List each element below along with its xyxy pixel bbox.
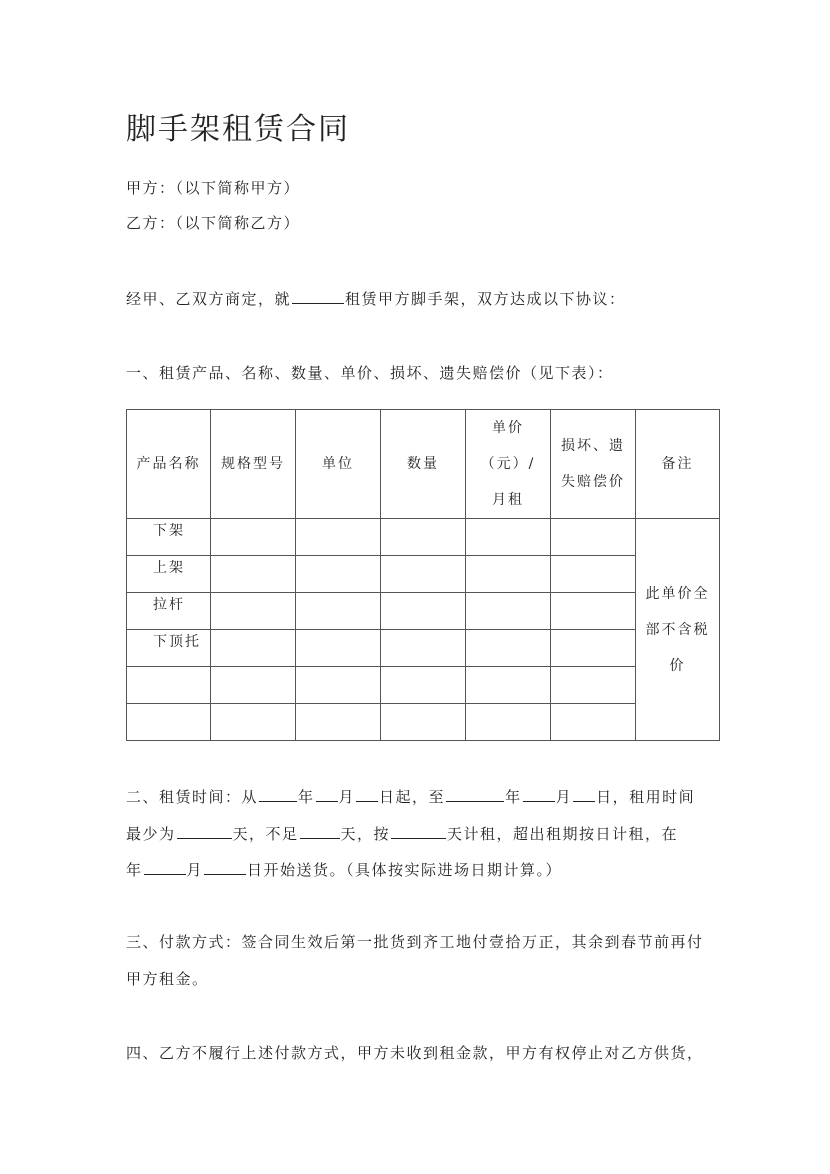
table-cell: 拉杆 [127,593,211,630]
text-segment: 日开始送货。（具体按实际进场日期计算。） [247,861,563,879]
text-segment: 二、租赁时间：从 [126,788,259,806]
table-cell [551,593,636,630]
blank-field[interactable] [292,289,344,304]
table-cell [551,556,636,593]
table-cell [211,704,296,741]
table-cell [551,667,636,704]
section-3-line-1: 三、付款方式：签合同生效后第一批货到齐工地付壹拾万正，其余到春节前再付 [126,933,704,951]
blank-field[interactable] [144,860,186,875]
document-title: 脚手架租赁合同 [126,112,350,147]
intro-text: 租赁甲方脚手架，双方达成以下协议： [345,290,626,308]
table-cell [466,556,551,593]
text-segment: 年 [126,861,143,879]
section-2-line-2 [126,823,678,844]
table-cell: 下顶托 [127,630,211,667]
table-cell [211,630,296,667]
table-cell [296,593,381,630]
section-1-heading: 一、租赁产品、名称、数量、单价、损坏、遗失赔偿价（见下表）： [126,364,614,382]
table-cell [381,667,466,704]
text-segment: 日起，至 [379,788,446,806]
header-cell: 产品名称 [127,410,211,519]
blank-field[interactable] [300,824,340,839]
table-cell [296,704,381,741]
table-cell: 下架 [127,519,211,556]
section-2-line-3 [126,859,562,880]
text-segment: 月 [338,788,356,806]
intro-text: 经甲、乙双方商定，就 [126,290,292,308]
table-row [127,556,720,593]
blank-field[interactable] [204,860,246,875]
text-segment: 天，不足 [232,825,299,843]
header-cell: 规格型号 [211,410,296,519]
table-cell [466,593,551,630]
table-cell: 上架 [127,556,211,593]
table-cell [211,556,296,593]
table-cell [127,704,211,741]
text-segment: 月 [555,788,573,806]
section-3-line-2: 甲方租金。 [126,970,209,988]
intro-paragraph [126,288,626,309]
table-cell [551,704,636,741]
table-cell [381,630,466,667]
section-2-line-1 [126,786,695,807]
table-cell [466,704,551,741]
table-cell [296,519,381,556]
table-cell [381,519,466,556]
party-b-line: 乙方：（以下简称乙方） [126,214,301,232]
header-cell: 单位 [296,410,381,519]
header-cell: 备注 [636,410,720,519]
table-cell [296,630,381,667]
table-row [127,593,720,630]
text-segment: 最少为 [126,825,176,843]
blank-field[interactable] [259,787,297,802]
header-cell: 损坏、遗失赔偿价 [551,410,636,519]
text-segment: 天，按 [340,825,391,843]
table-row [127,519,720,556]
blank-field[interactable] [177,824,232,839]
table-cell [381,593,466,630]
text-segment: 天计租，超出租期按日计租，在 [447,825,679,843]
blank-field[interactable] [446,787,504,802]
header-cell: 单价（元）/月租 [466,410,551,519]
rental-table [126,409,720,741]
blank-field[interactable] [356,787,378,802]
table-cell [211,667,296,704]
table-cell [296,667,381,704]
table-row [127,704,720,741]
header-cell: 数量 [381,410,466,519]
blank-field[interactable] [573,787,595,802]
table-cell [551,519,636,556]
blank-field[interactable] [391,824,446,839]
blank-field[interactable] [523,787,555,802]
table-cell [211,519,296,556]
blank-field[interactable] [316,787,338,802]
note-cell: 此单价全部不含税价 [636,519,720,741]
text-segment: 日，租用时间 [596,788,696,806]
table-row [127,630,720,667]
table-cell [127,667,211,704]
table-row [127,667,720,704]
text-segment: 年 [505,788,522,806]
table-cell [381,556,466,593]
text-segment: 年 [298,788,315,806]
table-cell [296,556,381,593]
table-cell [466,630,551,667]
table-cell [466,519,551,556]
party-a-line: 甲方：（以下简称甲方） [126,179,301,197]
table-cell [466,667,551,704]
table-header-row [127,410,720,519]
text-segment: 月 [186,861,204,879]
section-4-line-1: 四、乙方不履行上述付款方式，甲方未收到租金款，甲方有权停止对乙方供货， [126,1044,704,1062]
table-cell [211,593,296,630]
table-cell [551,630,636,667]
table-cell [381,704,466,741]
